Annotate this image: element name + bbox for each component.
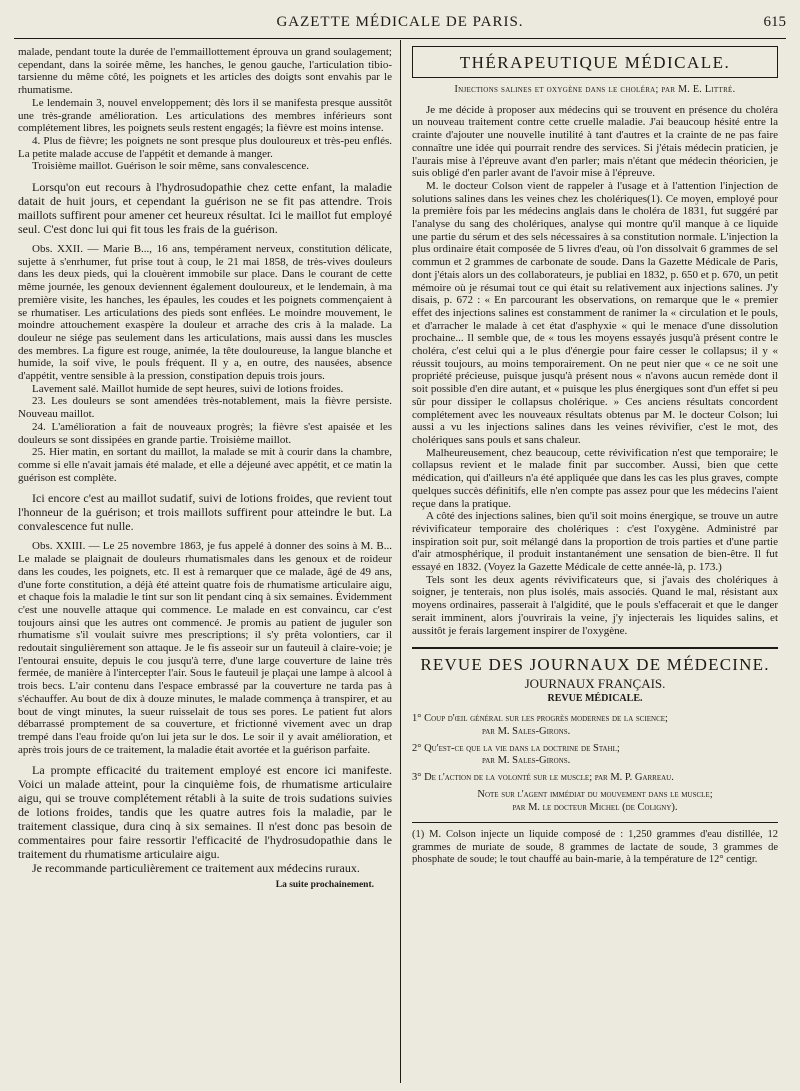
section-title: THÉRAPEUTIQUE MÉDICALE. bbox=[459, 53, 731, 72]
review-entry-title: 3° De l'action de la volonté sur le muscle; par M. P. Garreau. bbox=[412, 772, 674, 784]
page-number: 615 bbox=[763, 14, 786, 30]
commentary-paragraph: La prompte efficacité du traitement employé est encore ici manifeste. Voici un malade atteint, pour la cinquième fois, de rhumatisme articulaire aigu, qui se trouve complétement rétabli à la suite de trois sudations suivies de lotions froides, tandis que les quatre autres fois la maladie, par le traitement classique, dura cinq à six semaines. Il n'est donc pas besoin de commentaires pour faire ressortir l'efficacité de l'hydrosudopathie dans le traitement du rhumatisme articulaire aigu. bbox=[18, 763, 392, 862]
review-section bbox=[412, 647, 778, 814]
continuation-note: La suite prochainement. bbox=[275, 880, 374, 891]
body-paragraph: 24. L'amélioration a fait de nouveaux progrès; la fièvre s'est apaisée et les douleurs se sont dissipées en grande partie. Troisième maillot. bbox=[18, 420, 392, 446]
review-entry-title: 2° Qu'est-ce que la vie dans la doctrine de Stahl; bbox=[412, 742, 620, 754]
body-paragraph: A côté des injections salines, bien qu'il soit moins énergique, se trouve un autre révivificateur temporaire des cholériques : c'est l'oxygène. Administré par inspiration soit pur, soit mélangé dans la proportion de trois parties et d'une partie d'air atmosphérique, il produit instantanément une sensation de bien-être. Il fut essayé en 1832. (Voyez la Gazette Médicale de cette année-là, p. 173.) bbox=[412, 510, 778, 574]
observation-paragraph: Obs. XXIII. — Le 25 novembre 1863, je fus appelé à donner des soins à M. B... Le malade se plaignait de douleurs rhumatismales dans les genoux et de roideur dans les coudes, les poignets, etc. Il est à remarquer que ce malade, âgé de 49 ans, d'une forte constitution, a déjà été atteint quatre fois de rhumatisme articulaire aigu, et chaque fois la maladie le tint sur son lit pendant cinq à six semaines. Évidemment c'est une nouvelle attaque qui commence. Le malade en est convaincu, car c'est toujours ainsi que les autres ont commencé. Je promis au patient de juguler son rhumatisme s'il voulait suivre mes prescriptions; il s'y prêta volontiers, car il redoutait singulièrement son attaque. Je le fis asseoir sur un fauteuil à claire-voie; je l'entourai ensuite, depuis le cou jusqu'à terre, d'une large couverture de laine très fermée, de manière à l'intercepter l'air. Sous le fauteuil je plaçai une lampe à alcool à trois becs. L'air contenu dans l'espace embrassé par la couverture ne tarda pas à s'échauffer. Au bout de dix à douze minutes, le malade commença à transpirer, et au bout de vingt minutes, la sueur ruisselait de tous ses pores. Le patient fut alors débarrassé promptement de sa couverture, et frictionné vivement avec un drap trempé dans l'eau froide qu'on lui jeta sur le dos. Le soir il y avait amélioration, et après trois jours de ce traitement, la maladie était avortée et la guérison parfaite. bbox=[18, 540, 392, 756]
observation-paragraph: Obs. XXII. — Marie B..., 16 ans, tempérament nerveux, constitution délicate, sujette à s'enrhumer, fut prise tout à coup, le 21 mai 1858, de très-vives douleurs dans les deux pieds, qui la clouèrent immobile sur place. Dans le courant de cette même journée, les genoux deviennent également douloureux, et le lendemain, à ma première visite, les hanches, les épaules, les coudes et les poignets commençaient à se rhumatiser. Les articulations des pieds sont enflées. Le moindre mouvement, le moindre attouchement exaspère la douleur et arrache des cris à la malade. La douleur ne siége pas seulement dans les articulations, mais aussi dans les muscles des membres. La figure est rouge, animée, la tête douloureuse, la langue blanche et humide, la soif vive, le pouls fréquent. Il y a, en outre, des nausées, absence d'appétit, ventre sensible à la pression, constipation depuis trois jours. bbox=[18, 243, 392, 383]
right-column bbox=[412, 46, 778, 1081]
body-paragraph: Le lendemain 3, nouvel enveloppement; dès lors il se manifesta presque aussitôt une très-grande amélioration. Les articulations des membres inférieurs sont complétement libres, les poignets seuls restent engagés; la fièvre est moins intense. bbox=[18, 96, 392, 135]
header-rule bbox=[14, 38, 786, 39]
review-subsubtitle: REVUE MÉDICALE. bbox=[547, 692, 643, 704]
review-entry-author: par M. Sales-Girons. bbox=[482, 755, 571, 767]
review-entry bbox=[412, 772, 778, 785]
body-paragraph: Lavement salé. Maillot humide de sept heures, suivi de lotions froides. bbox=[32, 382, 344, 395]
review-title: REVUE DES JOURNAUX DE MÉDECINE. bbox=[420, 655, 770, 675]
body-paragraph: malade, pendant toute la durée de l'emmaillottement éprouva un grand soulagement; cependant, dans la soirée même, les hanches, le genou gauche, l'articulation tibio-tarsienne du même côté, les poignets et les articles des doigts sont envahis par le rhumatisme. bbox=[18, 46, 392, 97]
review-entry bbox=[412, 713, 778, 738]
body-paragraph: Troisième maillot. Guérison le soir même, sans convalescence. bbox=[32, 160, 309, 173]
body-paragraph: 4. Plus de fièvre; les poignets ne sont presque plus douloureux et très-peu enflés. La petite malade accuse de l'appétit et demande à manger. bbox=[18, 134, 392, 160]
body-paragraph: 25. Hier matin, en sortant du maillot, la malade se mit à courir dans la chambre, comme si elle n'avait jamais été malade, et elle a déjeuné avec appétit, et ce matin la guérison est complète. bbox=[18, 446, 392, 484]
body-paragraph: Malheureusement, chez beaucoup, cette révivification n'est que temporaire; le collapsus revient et le malade finit par succomber. Aussi, bien que cette médication, qui d'ailleurs n'a été appliquée que dans les cas les plus graves, compte quelques succès définitifs, elle n'en compte pas assez pour que les médecins l'aient reçue dans la pratique. bbox=[412, 446, 778, 510]
commentary-paragraph: Ici encore c'est au maillot sudatif, suivi de lotions froides, que revient tout l'honneur de la guérison; et trois maillots suffirent pour atteindre le but. La convalescence fut nulle. bbox=[18, 491, 392, 534]
commentary-paragraph: Lorsqu'on eut recours à l'hydrosudopathie chez cette enfant, la maladie datait de huit jours, et cependant la guérison ne se fit pas attendre. Trois maillots suffirent pour amener cet heureux résultat. Ici le maillot fut employé seul. C'est donc lui qui fit tous les frais de la guérison. bbox=[18, 180, 392, 237]
body-paragraph: M. le docteur Colson vient de rappeler à l'usage et à l'attention l'injection de solutions salines dans les veines chez les cholériques(1). Ce moyen, employé pour la première fois par les médecins anglais dans le choléra de 1831, fut suggéré par l'analyse du sang des cholériques, analyse qui montre qu'il manque à ce liquide une partie du sérum et des sels nécessaires à sa constitution normale. L'injection la plus ordinaire était composée de 5 livres d'eau, où l'on dissolvait 6 grammes de sel commun et 2 grammes de carbonate de soude. Dans la Gazette Médicale de Paris, dont j'étais alors un des collaborateurs, je publiai en 1832, p. 650 et p. 670, un petit mémoire où je résumai tout ce qui était su relativement aux injections salines. J'y disais, p. 672 : « En parcourant les observations, on remarque que le « premier effet des injections salines est constamment de ranimer la « circulation et le pouls, et d'arracher le malade à cet état d'asphyxie « qui le menace d'une dissolution prochaine... Il semble que, de « tous les moyens essayés jusqu'à présent contre le choléra, c'est celui qui a le plus d'énergie pour faire cesser le collapsus; il y « réussit toujours, au moins temporairement. On ne peut nier que « ce ne soit une propriété précieuse, puisque jusqu'à présent nous « n'avons aucun remède dont il soit possible d'en dire autant, et « puisque les plus énergiques sont d'un effet si peu sûr pour dissiper le collapsus cholérique. » Ces anciens résultats concordent complétement avec les nouveaux résultats obtenus par M. le docteur Colson; lui aussi a vu les injections salines dans les veines révivifier, c'est le mot, des cholériques sans pouls et sans chaleur. bbox=[412, 179, 778, 446]
review-entry bbox=[412, 743, 778, 768]
review-note-title: Note sur l'agent immédiat du mouvement dans le muscle; bbox=[477, 788, 713, 800]
column-rule bbox=[400, 40, 401, 1083]
section-header-box bbox=[412, 46, 778, 78]
review-note-author: par M. le docteur Michel (de Coligny). bbox=[512, 801, 678, 813]
commentary-paragraph: Je recommande particulièrement ce traitement aux médecins ruraux. bbox=[32, 861, 360, 876]
review-note bbox=[412, 789, 778, 814]
review-subtitle: JOURNAUX FRANÇAIS. bbox=[524, 675, 666, 691]
left-column bbox=[18, 46, 392, 1081]
running-head bbox=[0, 6, 800, 36]
running-title: GAZETTE MÉDICALE DE PARIS. bbox=[276, 14, 524, 30]
review-entry-title: 1° Coup d'œil général sur les progrès modernes de la science; bbox=[412, 713, 668, 725]
review-entry-author: par M. Sales-Girons. bbox=[482, 726, 571, 738]
article-heading: Injections salines et oxygène dans le choléra; par M. E. Littré. bbox=[454, 84, 736, 95]
body-paragraph: 23. Les douleurs se sont amendées très-notablement, mais la fièvre persiste. Nouveau maillot. bbox=[18, 395, 392, 421]
body-paragraph: Tels sont les deux agents révivificateurs que, si j'avais des cholériques à soigner, je tenterais, non plus isolés, mais associés. Quand le mal, résistant aux moyens ordinaires, passerait à l'algidité, que le pouls s'effacerait et que le danger serait imminent, alors j'ouvrirais la veine, j'y injecterais les liquides salins, et aussitôt je ferais largement inspirer de l'oxygène. bbox=[412, 573, 778, 637]
body-paragraph: Je me décide à proposer aux médecins qui se trouvent en présence du choléra un nouveau traitement contre cette cruelle maladie. J'ai beaucoup hésité entre la crainte d'ajouter une nouvelle inutilité à tant d'autres et la crainte de ne pas faire connaître une idée qui pourrait rendre des services. Si j'étais médecin praticien, je l'aurais mise à l'épreuve avant d'en parler; mais n'étant que médecin théoricien, je suis obligé d'en parler avant de l'avoir mise à l'épreuve. bbox=[412, 103, 778, 180]
footnote: (1) M. Colson injecte un liquide composé de : 1,250 grammes d'eau distillée, 12 grammes de muriate de soude, 8 grammes de lactate de soude, 3 grammes de phosphate de soude; le tout chauffé au bain-marie, à la température de 12° centigr. bbox=[412, 822, 778, 867]
